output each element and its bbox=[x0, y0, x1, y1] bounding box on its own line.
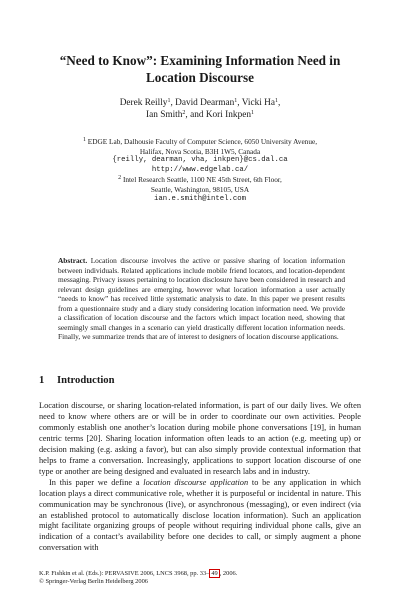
affiliation-2-email: ian.e.smith@intel.com bbox=[154, 194, 246, 203]
affiliation-2-line-1 bbox=[60, 175, 340, 185]
footer-line-2: © Springer-Verlag Berlin Heidelberg 2006 bbox=[39, 578, 148, 586]
affiliation-1-email: {reilly, dearman, vha, inkpen}@cs.dal.ca bbox=[112, 156, 288, 165]
affiliations bbox=[60, 137, 340, 204]
section-heading bbox=[39, 374, 369, 387]
paragraph-1: Location discourse, or sharing location-related information, is part of our daily lives. We often need to know where others are or will be in order to coordinate our own activities. People commonly establish one another’s location during mobile phone conversations [19], in human centric terms [20]. Sharing location information often leads to an action (e.g. meeting up) or decision making (e.g. asking a favor), but can also simply provide contextual information that helps to frame a conversation. Increasingly, applications to support location discourse of one type or another are being designed and evaluated in research labs and in industry. bbox=[39, 401, 361, 476]
abstract bbox=[58, 256, 345, 342]
author-reilly: Derek Reilly bbox=[119, 98, 168, 108]
affiliation-1-line-1 bbox=[60, 137, 340, 147]
section-title: Introduction bbox=[57, 375, 115, 386]
affiliation-1-line-2: Halifax, Nova Scotia, B3H 1W5, Canada bbox=[139, 146, 261, 156]
authors-line-2 bbox=[60, 109, 340, 121]
footer-text: , 2006. bbox=[219, 570, 238, 577]
page-end-link[interactable]: 49 bbox=[211, 570, 218, 577]
authors-line-1 bbox=[60, 97, 340, 109]
affil-mark: 1 bbox=[234, 98, 238, 104]
affil-mark: 1 bbox=[82, 137, 86, 143]
affiliation-text: EDGE Lab, Dalhousie Faculty of Computer Science, 6050 University Avenue, bbox=[85, 137, 318, 146]
affil-mark: 1 bbox=[274, 98, 278, 104]
footer-line-1 bbox=[39, 570, 361, 578]
affiliation-1-url: http://www.edgelab.ca/ bbox=[151, 165, 249, 174]
section-number: 1 bbox=[39, 375, 45, 386]
author-dearman: , David Dearman bbox=[170, 98, 235, 108]
affil-mark: 1 bbox=[251, 110, 254, 117]
paragraph-text: to be any application in which location plays a direct communicative role, whether it is purposeful or incidental in nature. This communication may be synchronous (live), or asynchronous (messaging), or even indirect (via an established protocol to automatically disclose location information). Such an application might facilitate organizing groups of people without requiring individual phone calls, give an indication of a contact’s availability before one decides to call, or simply augment a phone conversation with bbox=[39, 477, 361, 553]
author-inkpen: , and Kori Inkpen bbox=[185, 110, 251, 121]
paper-title bbox=[40, 52, 360, 86]
author-smith: Ian Smith bbox=[146, 110, 183, 121]
footer-text: K.P. Fishkin et al. (Eds.): PERVASIVE 2006, LNCS 3968, pp. 33– bbox=[39, 570, 210, 577]
affil-mark: 1 bbox=[167, 98, 171, 104]
body-text bbox=[39, 401, 361, 554]
author-list bbox=[60, 97, 340, 122]
affiliation-2-line-2: Seattle, Washington, 98105, USA bbox=[150, 184, 250, 194]
abstract-text: Location discourse involves the active or passive sharing of location information between individuals. Related applications include mobile friend locators, and location-dependent messaging. Privacy issues pertaining to location disclosure have been considered in research and relevant design guidelines are emerging, however what location information a user actually “needs to know” has received little systematic analysis to date. In this paper we present results from a questionnaire study and a diary study considering location information need. We provide a classification of location discourse and the factors which impact location need, showing that seemingly small changes in a scenario can yield drastically different location information needs. Finally, we summarize trends that are of interest to designers of location discourse applications. bbox=[58, 256, 345, 342]
paragraph-2 bbox=[39, 478, 361, 555]
affil-mark: 2 bbox=[118, 175, 122, 182]
emphasis-term: location discourse application bbox=[143, 477, 249, 487]
affiliation-text: Intel Research Seattle, 1100 NE 45th Street, 6th Floor, bbox=[121, 175, 282, 185]
author-ha: , Vicki Ha bbox=[237, 98, 275, 108]
title-line-2: Location Discourse bbox=[145, 70, 255, 85]
paragraph-text: In this paper we define a bbox=[49, 477, 144, 487]
citation-footer bbox=[39, 570, 361, 587]
title-line-1: “Need to Know”: Examining Information Need in bbox=[59, 53, 341, 68]
affil-mark: 2 bbox=[182, 110, 186, 117]
abstract-label: Abstract. bbox=[58, 256, 88, 265]
author-separator: , bbox=[277, 98, 281, 108]
